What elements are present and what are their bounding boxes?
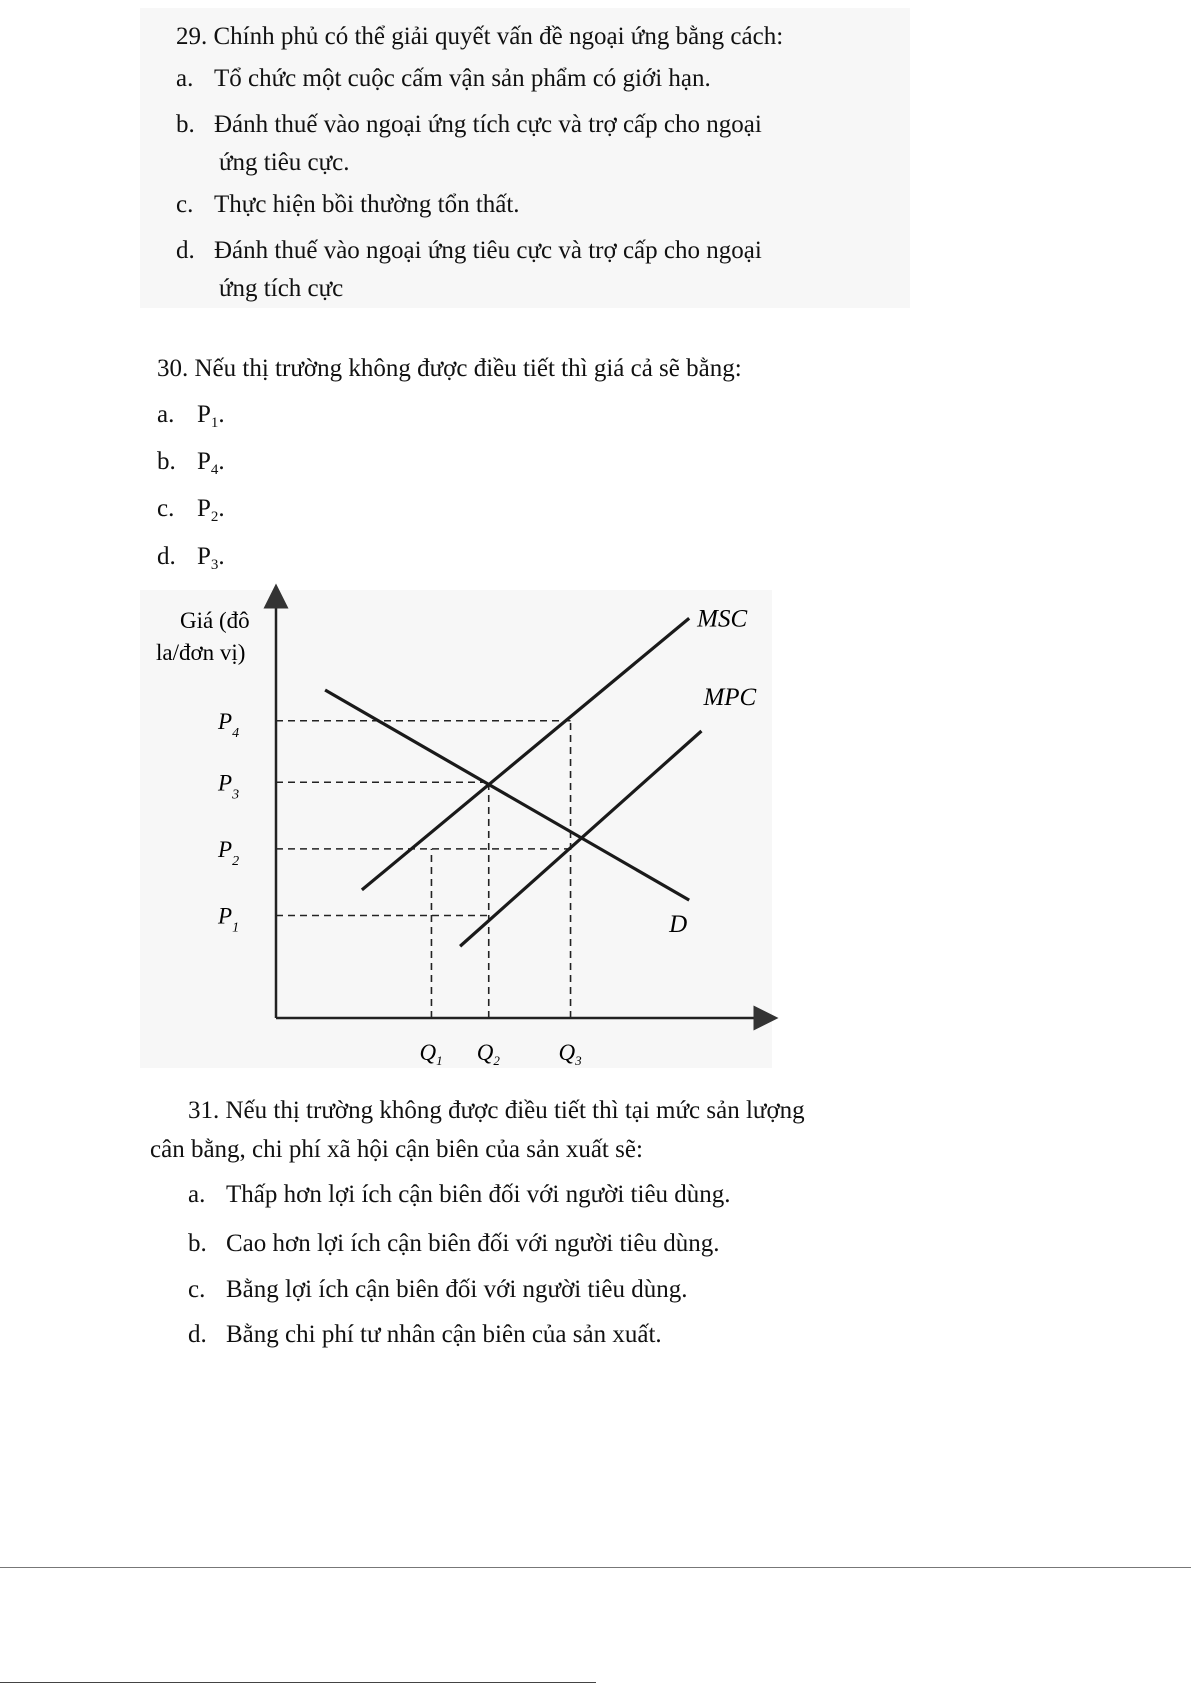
q29-option-c (176, 190, 520, 220)
q31-option-d (188, 1320, 662, 1350)
option-marker: b. (176, 111, 195, 138)
option-end: . (218, 448, 225, 475)
q30-stem: 30. Nếu thị trường không được điều tiết thì giá cả sẽ bằng: (157, 355, 742, 382)
x-tick-label: $Q_1$ (419, 1040, 443, 1068)
q31-option-a (188, 1180, 731, 1210)
q29-option-d (176, 236, 762, 266)
externality-chart (148, 588, 768, 1068)
option-text: Bằng lợi ích cận biên đối với người tiêu dùng. (226, 1276, 688, 1303)
page-divider (0, 1567, 1191, 1568)
y-tick-label: $P_3$ (218, 770, 240, 803)
option-text: Cao hơn lợi ích cận biên đối với người tiêu dùng. (226, 1230, 720, 1257)
curve-msc (362, 618, 689, 890)
q31-stem-line1: 31. Nếu thị trường không được điều tiết thì tại mức sản lượng (188, 1097, 805, 1124)
option-text: Bằng chi phí tư nhân cận biên của sản xuất. (226, 1321, 662, 1348)
option-marker: b. (157, 448, 176, 475)
q31-option-b (188, 1229, 719, 1259)
option-marker: c. (176, 191, 194, 218)
y-axis-label-line2: la/đơn vị) (156, 640, 246, 665)
option-marker: a. (188, 1181, 206, 1208)
curve-label-mpc: MPC (703, 684, 757, 711)
option-marker: d. (188, 1321, 207, 1348)
q29-stem: 29. Chính phủ có thể giải quyết vấn đề ngoại ứng bằng cách: (176, 23, 784, 50)
x-tick-label: $Q_3$ (558, 1040, 582, 1068)
option-end: . (218, 495, 225, 522)
option-subscript: 4 (210, 462, 219, 478)
option-base: P (197, 543, 211, 570)
option-base: P (197, 495, 211, 522)
option-text: Tổ chức một cuộc cấm vận sản phẩm có giới hạn. (214, 65, 711, 92)
option-base: P (197, 448, 211, 475)
option-subscript: 1 (210, 415, 219, 431)
q29-option-a (176, 64, 711, 94)
curve-label-msc: MSC (697, 605, 748, 633)
option-text: Đánh thuế vào ngoại ứng tích cực và trợ cấp cho ngoại (214, 111, 762, 138)
option-marker: c. (188, 1276, 206, 1303)
y-tick-label: $P_1$ (218, 903, 240, 936)
option-text: Đánh thuế vào ngoại ứng tiêu cực và trợ cấp cho ngoại (214, 237, 762, 264)
q29-option-d-continuation: ứng tích cực (219, 275, 344, 302)
option-subscript: 2 (210, 509, 219, 525)
footnote-rule (0, 1682, 596, 1683)
option-marker: c. (157, 495, 175, 522)
q29-option-b-continuation: ứng tiêu cực. (219, 149, 350, 176)
q30-option-c (157, 494, 225, 524)
q29-option-b (176, 110, 762, 140)
option-subscript: 3 (210, 557, 219, 573)
option-marker: d. (157, 543, 176, 570)
x-tick-label: $Q_2$ (476, 1040, 500, 1068)
option-marker: d. (176, 237, 195, 264)
option-end: . (218, 401, 225, 428)
y-tick-label: $P_2$ (218, 836, 240, 869)
option-marker: a. (157, 401, 175, 428)
q30-option-a (157, 400, 225, 430)
option-end: . (218, 543, 225, 570)
y-axis-label-line1: Giá (đô (180, 608, 250, 633)
option-base: P (197, 401, 211, 428)
option-text: Thấp hơn lợi ích cận biên đối với người tiêu dùng. (226, 1181, 731, 1208)
option-text: Thực hiện bồi thường tổn thất. (214, 191, 520, 218)
q30-option-d (157, 542, 225, 572)
y-tick-label: $P_4$ (218, 708, 240, 741)
option-marker: a. (176, 65, 194, 92)
option-marker: b. (188, 1230, 207, 1257)
q31-stem-line2: cân bằng, chi phí xã hội cận biên của sản xuất sẽ: (150, 1136, 643, 1163)
q30-option-b (157, 447, 225, 477)
curve-label-d: D (669, 911, 688, 939)
q31-option-c (188, 1275, 687, 1305)
